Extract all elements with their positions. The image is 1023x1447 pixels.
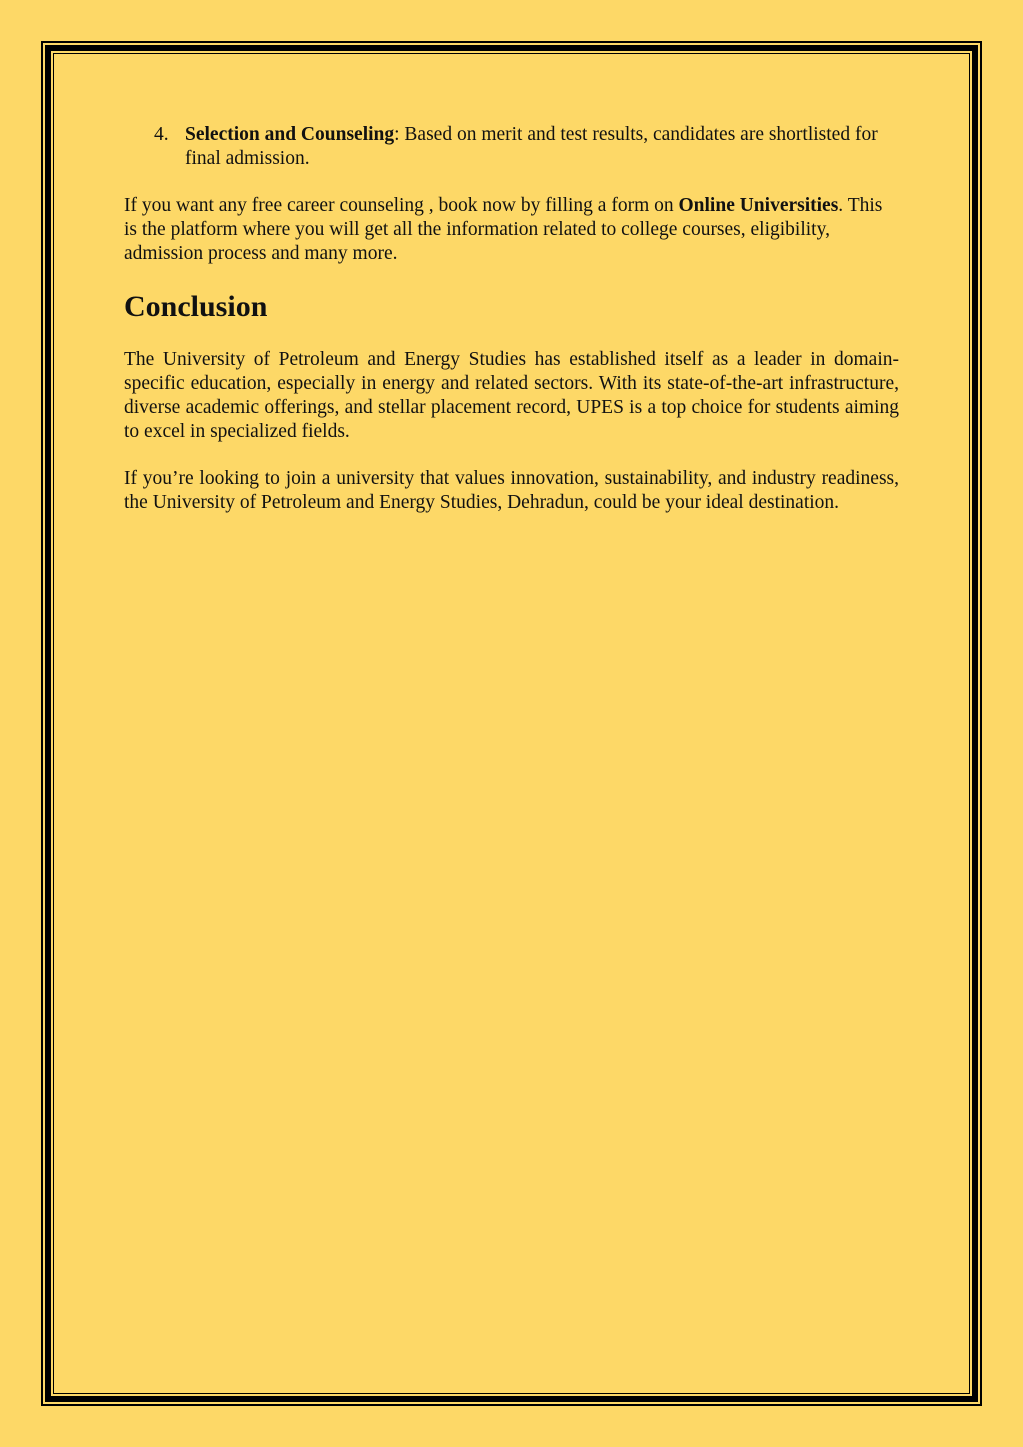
list-item-number: 4. bbox=[154, 124, 169, 145]
document-content bbox=[124, 123, 899, 538]
online-universities-link[interactable]: Online Universities bbox=[678, 195, 839, 216]
list-item bbox=[124, 123, 899, 171]
admission-steps-list bbox=[124, 123, 899, 171]
conclusion-paragraph-2: If you’re looking to join a university that values innovation, sustainability, and industry readiness, the University of Petroleum and Energy Studies, Dehradun, could be your ideal destination. bbox=[124, 468, 899, 513]
list-item-text: : Based on merit and test results, candidates are shortlisted for final admission. bbox=[185, 124, 878, 169]
counseling-paragraph bbox=[124, 194, 899, 266]
counseling-text-before: If you want any free career counseling , book now by filling a form on bbox=[124, 195, 679, 216]
conclusion-heading: Conclusion bbox=[124, 290, 268, 323]
counseling-text-after: . This is the platform where you will get all the information related to college courses, eligibility, admission process and many more. bbox=[124, 195, 883, 264]
list-item-title: Selection and Counseling bbox=[185, 124, 395, 145]
conclusion-paragraph-1: The University of Petroleum and Energy Studies has established itself as a leader in domain-specific education, especially in energy and related sectors. With its state-of-the-art infrastructure, diverse academic offerings, and stellar placement record, UPES is a top choice for students aiming to excel in specialized fields. bbox=[124, 349, 899, 442]
